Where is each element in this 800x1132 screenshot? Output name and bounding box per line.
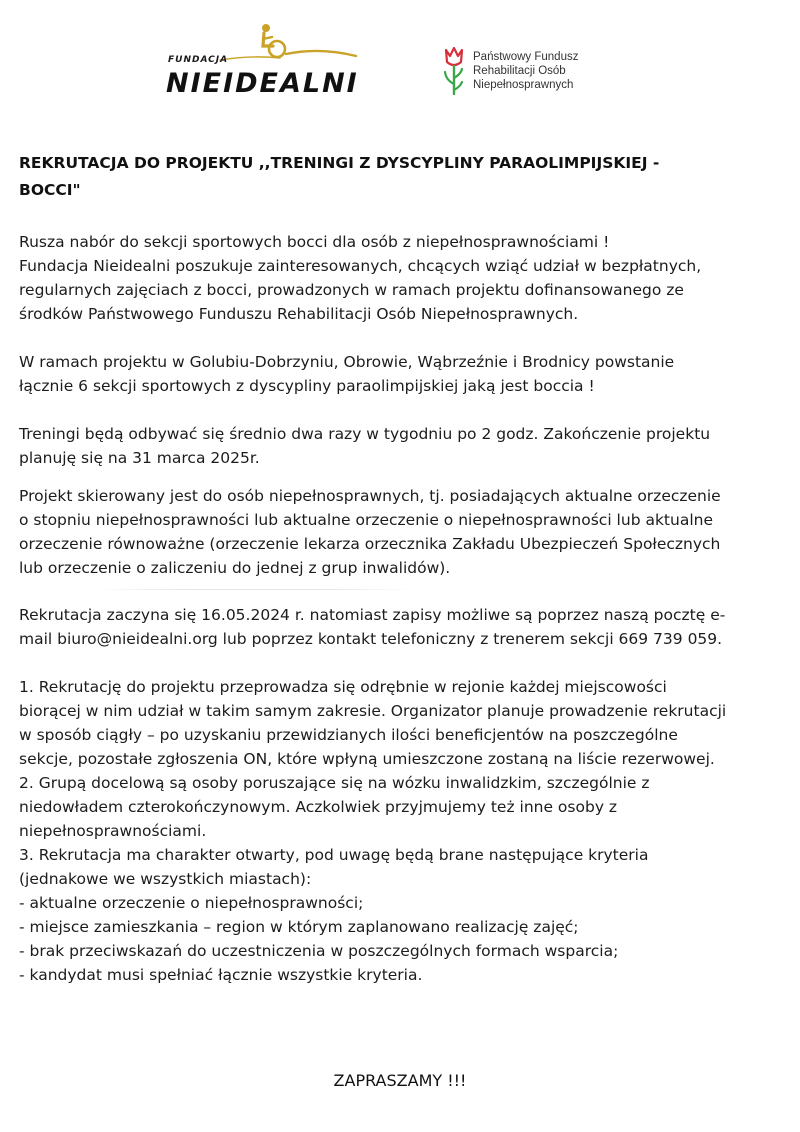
text-line: środków Państwowego Funduszu Rehabilitacji Osób Niepełnosprawnych. (19, 305, 579, 323)
document-body (19, 230, 784, 987)
paragraph-eligibility (19, 484, 784, 580)
paragraph-locations (19, 350, 784, 398)
paragraph-schedule (19, 422, 784, 470)
text-line: W ramach projektu w Golubiu-Dobrzyniu, Obrowie, Wąbrzeźnie i Brodnicy powstanie (19, 353, 675, 371)
text-line: Fundacja Nieidealni poszukuje zainteresowanych, chcących wziąć udział w bezpłatnych, (19, 257, 702, 275)
text-line: sekcje, pozostałe zgłoszenia ON, które wpłyną umieszczone zostaną na liście rezerwowej. (19, 750, 715, 768)
text-line: niedowładem czterokończynowym. Aczkolwiek przyjmujemy też inne osoby z (19, 798, 618, 816)
text-line: planuję się na 31 marca 2025r. (19, 449, 260, 467)
spacer (19, 326, 784, 350)
pfron-name (473, 50, 578, 92)
closing-text: ZAPRASZAMY !!! (333, 1071, 467, 1090)
nieidealni-logo (160, 22, 370, 107)
text-line: regularnych zajęciach z bocci, prowadzonych w ramach projektu dofinansowanego ze (19, 281, 684, 299)
text-line: - brak przeciwskazań do uczestniczenia w poszczególnych formach wsparcia; (19, 942, 619, 960)
spacer (19, 470, 784, 484)
spacer (19, 398, 784, 422)
text-line: lub orzeczenie o zaliczeniu do jednej z grup inwalidów). (19, 559, 451, 577)
tulip-icon (440, 42, 470, 102)
text-line: Rusza nabór do sekcji sportowych bocci dla osób z niepełnosprawnościami ! (19, 233, 610, 251)
text-line: o stopniu niepełnosprawności lub aktualne orzeczenie o niepełnosprawności lub aktualne (19, 511, 713, 529)
text-line: - aktualne orzeczenie o niepełnosprawności; (19, 894, 364, 912)
text-line: mail biuro@nieidealni.org lub poprzez kontakt telefoniczny z trenerem sekcji 669 739 059. (19, 630, 723, 648)
pfron-line: Niepełnosprawnych (473, 79, 574, 91)
pfron-line: Państwowy Fundusz (473, 51, 579, 63)
text-line: 2. Grupą docelową są osoby poruszające się na wózku inwalidzkim, szczególnie z (19, 774, 650, 792)
text-line: - miejsce zamieszkania – region w którym zaplanowano realizację zajęć; (19, 918, 579, 936)
text-line: niepełnosprawnościami. (19, 822, 207, 840)
pfron-logo (440, 42, 620, 102)
text-line: w sposób ciągły – po uzyskaniu przewidzianych ilości beneficjentów na poszczególne (19, 726, 678, 744)
text-line: (jednakowe we wszystkich miastach): (19, 870, 312, 888)
spacer (19, 651, 784, 675)
foundation-small-label: FUNDACJA (168, 55, 229, 65)
text-line: 1. Rekrutację do projektu przeprowadza się odrębnie w rejonie każdej miejscowości (19, 678, 667, 696)
text-line: Projekt skierowany jest do osób niepełnosprawnych, tj. posiadających aktualne orzeczenie (19, 487, 721, 505)
title-line: BOCCI" (19, 181, 81, 199)
header-logos (0, 22, 800, 112)
text-line: łącznie 6 sekcji sportowych z dyscypliny paraolimpijskiej jaką jest boccia ! (19, 377, 595, 395)
text-line: - kandydat musi spełniać łącznie wszystkie kryteria. (19, 966, 423, 984)
text-line: 3. Rekrutacja ma charakter otwarty, pod uwagę będą brane następujące kryteria (19, 846, 649, 864)
text-line: biorącej w nim udział w takim samym zakresie. Organizator planuje prowadzenie rekrutacji (19, 702, 727, 720)
divider (94, 589, 414, 590)
text-line: orzeczenie równoważne (orzeczenie lekarza orzecznika Zakładu Ubezpieczeń Społecznych (19, 535, 721, 553)
paragraph-intro (19, 230, 784, 326)
paragraph-recruitment-contact (19, 603, 784, 651)
pfron-line: Rehabilitacji Osób (473, 65, 566, 77)
foundation-name: NIEIDEALNI (166, 68, 359, 99)
document-title (19, 150, 749, 204)
title-line: REKRUTACJA DO PROJEKTU ,,TRENINGI Z DYSCYPLINY PARAOLIMPIJSKIEJ - (19, 154, 660, 172)
text-line: Rekrutacja zaczyna się 16.05.2024 r. natomiast zapisy możliwe są poprzez naszą pocztę e- (19, 606, 726, 624)
text-line: Treningi będą odbywać się średnio dwa razy w tygodniu po 2 godz. Zakończenie projektu (19, 425, 711, 443)
paragraph-rules (19, 675, 784, 987)
